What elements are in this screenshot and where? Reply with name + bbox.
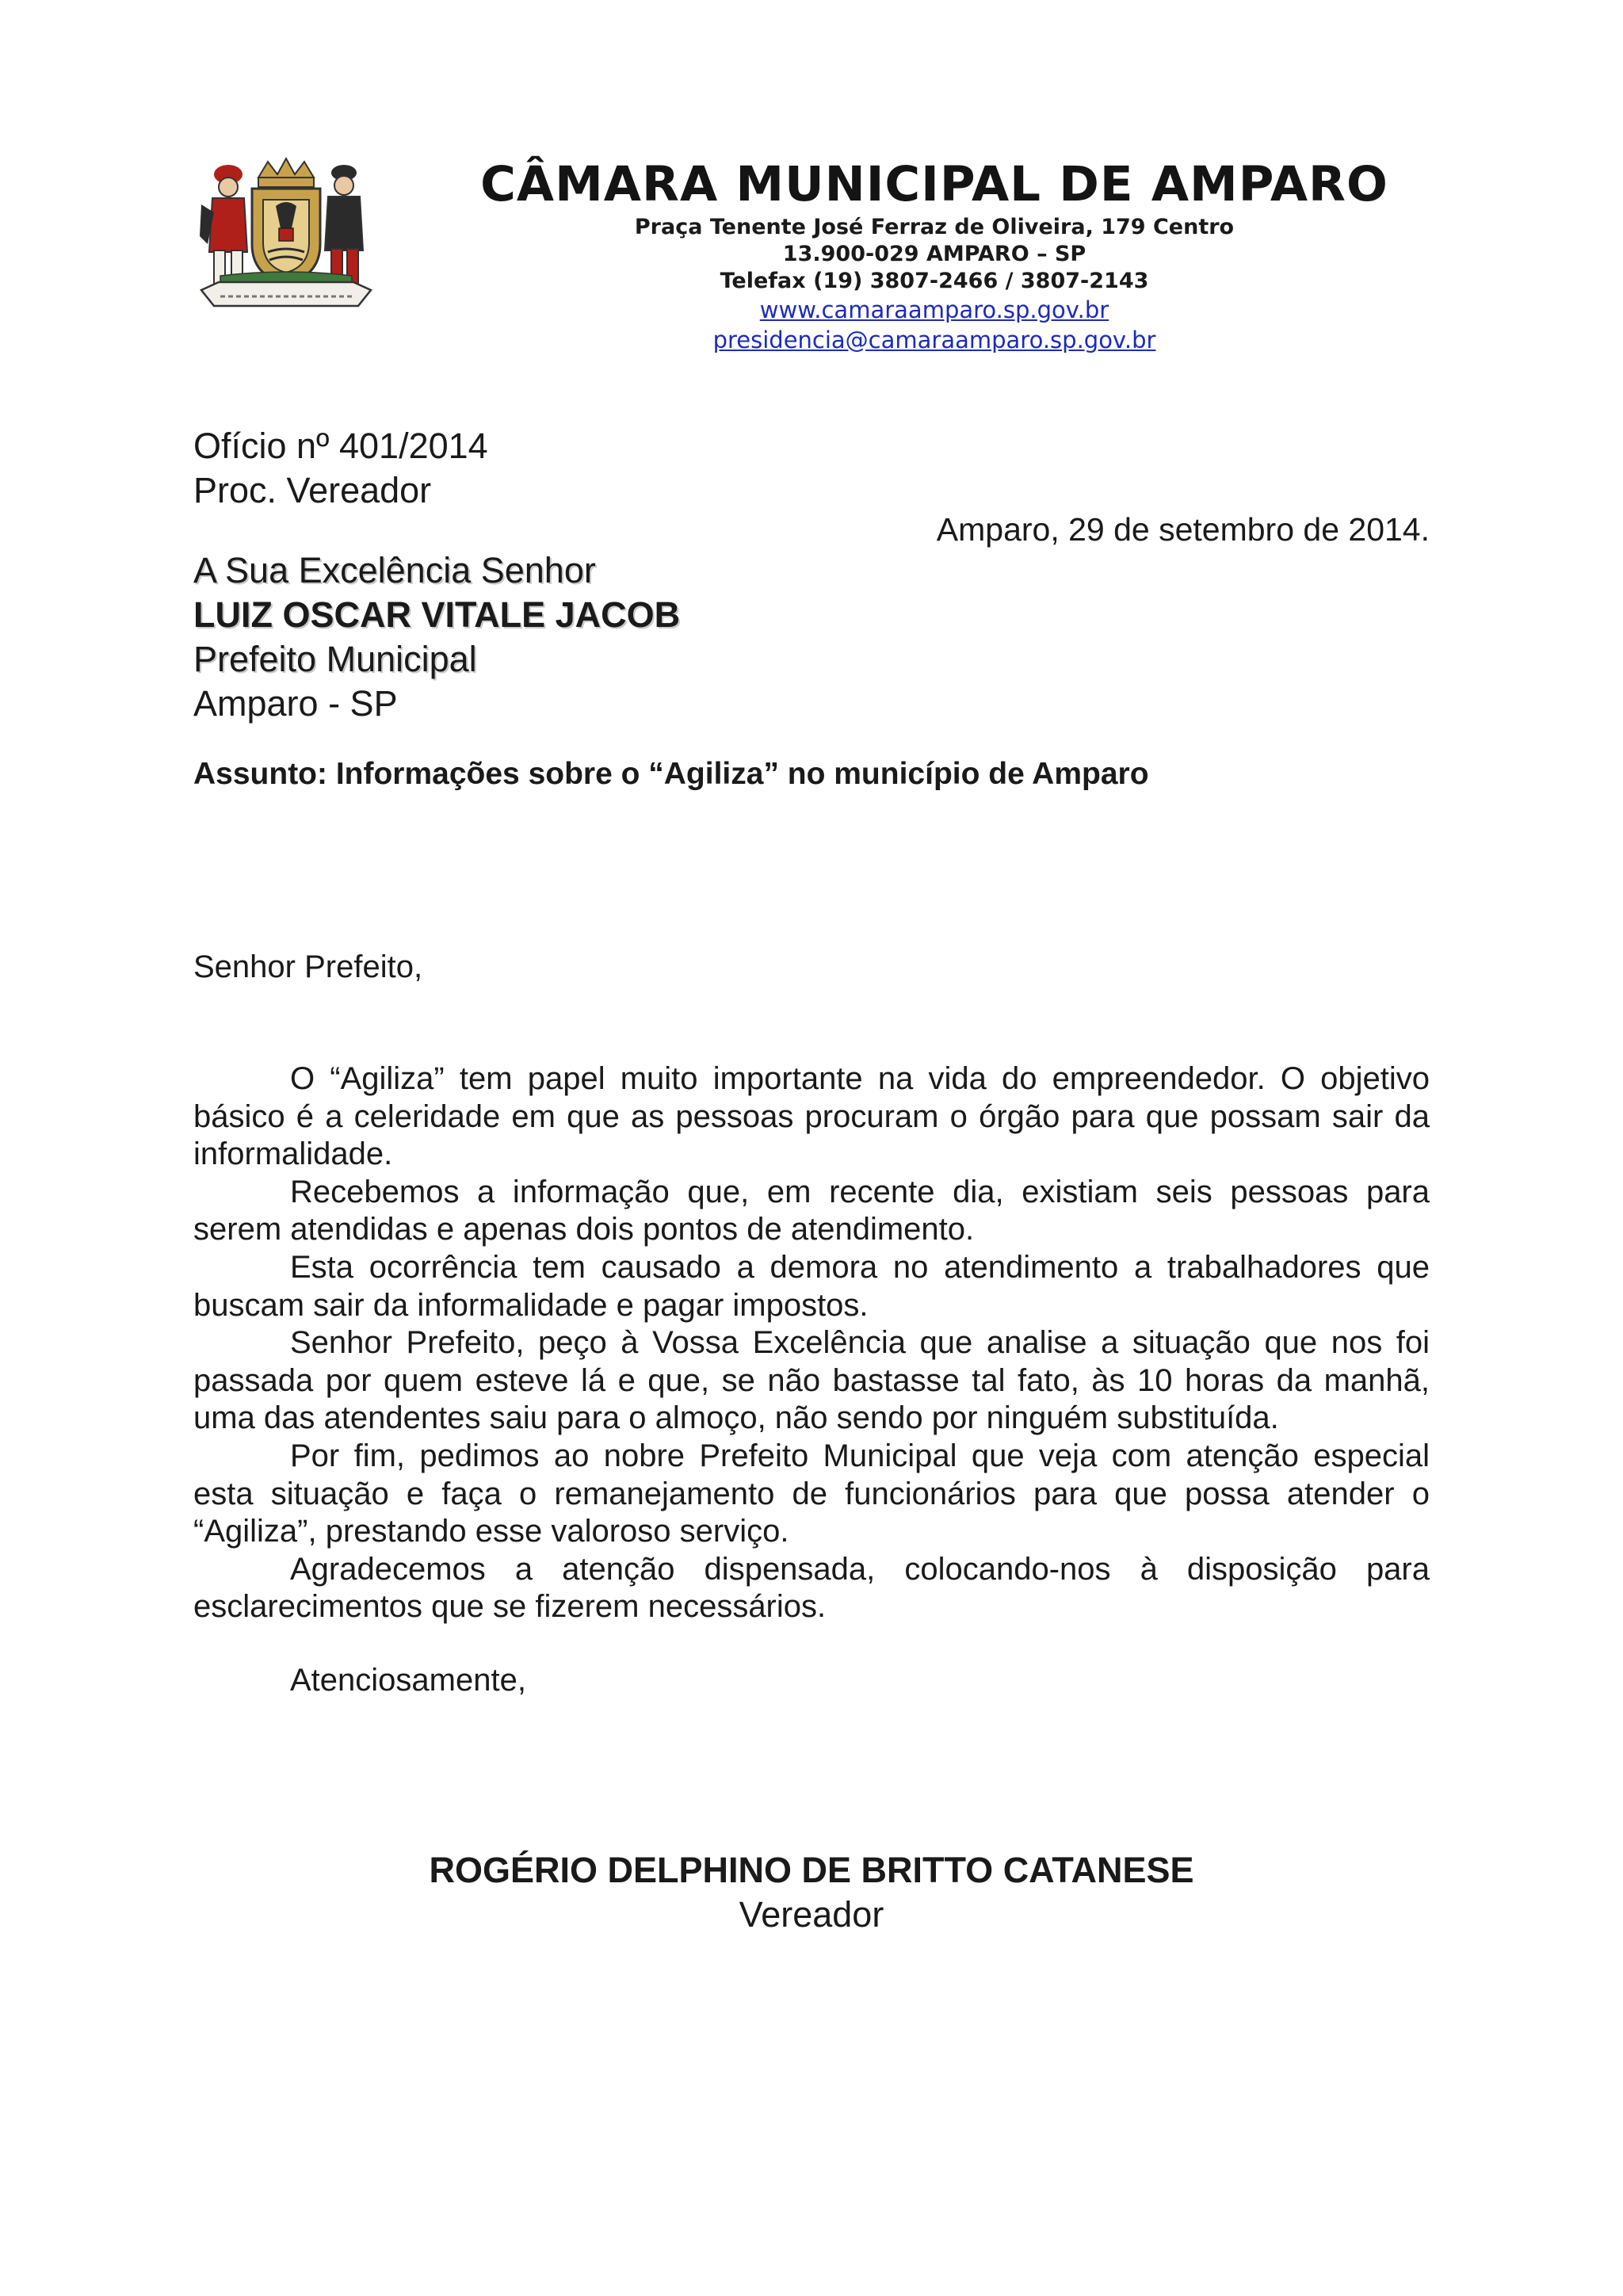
signatory-role: Vereador (739, 1894, 884, 1935)
proc-label: Proc. Vereador (193, 470, 432, 510)
crown-icon (258, 159, 314, 187)
body-paragraph: Por fim, pedimos ao nobre Prefeito Municipal que veja com atenção especial esta situação e faça o remanejamento de funcionários para que possa atender o “Agiliza”, prestando esse valoroso serviço. (193, 1438, 1430, 1549)
body-paragraph: Agradecemos a atenção dispensada, colocando-nos à disposição para esclarecimentos que se fizerem necessários. (193, 1551, 1430, 1625)
signatory-name: ROGÉRIO DELPHINO DE BRITTO CATANESE (429, 1850, 1194, 1890)
coat-of-arms-emblem (197, 157, 376, 312)
addressee-title: Prefeito Municipal (193, 639, 477, 679)
signature-block (193, 1848, 1430, 1937)
addressee-block (193, 548, 680, 726)
body-paragraph: Esta ocorrência tem causado a demora no atendimento a trabalhadores que buscam sair da informalidade e pagar impostos. (193, 1249, 1430, 1323)
institution-address: Praça Tenente José Ferraz de Oliveira, 179 Centro (634, 215, 1235, 239)
letter-body (193, 1060, 1430, 1626)
institution-title: CÂMARA MUNICIPAL DE AMPARO (480, 156, 1388, 212)
greeting: Senhor Prefeito, (193, 949, 423, 984)
reference-block (193, 424, 488, 513)
body-paragraph: Senhor Prefeito, peço à Vossa Excelência que analise a situação que nos foi passada por quem esteve lá e que, se não bastasse tal fato, às 10 horas da manhã, uma das atendentes saiu para o almoço, não sendo por ninguém substituída. (193, 1325, 1430, 1436)
institution-phone: Telefax (19) 3807-2466 / 3807-2143 (720, 269, 1149, 293)
body-paragraph: Recebemos a informação que, em recente dia, existiam seis pessoas para serem atendidas e apenas dois pontos de atendimento. (193, 1174, 1430, 1247)
left-figure-icon (200, 165, 247, 287)
email-link[interactable]: presidencia@camaraamparo.sp.gov.br (712, 327, 1156, 353)
body-paragraph: O “Agiliza” tem papel muito importante na vida do empreendedor. O objetivo básico é a celeridade em que as pessoas procuram o órgão para que possam sair da informalidade. (193, 1061, 1430, 1172)
institution-cep: 13.900-029 AMPARO – SP (782, 242, 1086, 266)
ribbon-icon (201, 282, 371, 306)
subject-line: Assunto: Informações sobre o “Agiliza” no município de Amparo (193, 757, 1149, 791)
addressee-salutation: A Sua Excelência Senhor (193, 550, 596, 590)
website-link[interactable]: www.camaraamparo.sp.gov.br (759, 296, 1109, 323)
shield-icon (252, 189, 320, 284)
right-figure-icon (325, 165, 363, 287)
addressee-city: Amparo - SP (193, 683, 398, 724)
letterhead (412, 155, 1457, 355)
letter-date: Amparo, 29 de setembro de 2014. (936, 511, 1430, 548)
closing: Atenciosamente, (290, 1663, 526, 1698)
oficio-number: Ofício nº 401/2014 (193, 426, 488, 466)
addressee-name: LUIZ OSCAR VITALE JACOB (193, 594, 681, 635)
